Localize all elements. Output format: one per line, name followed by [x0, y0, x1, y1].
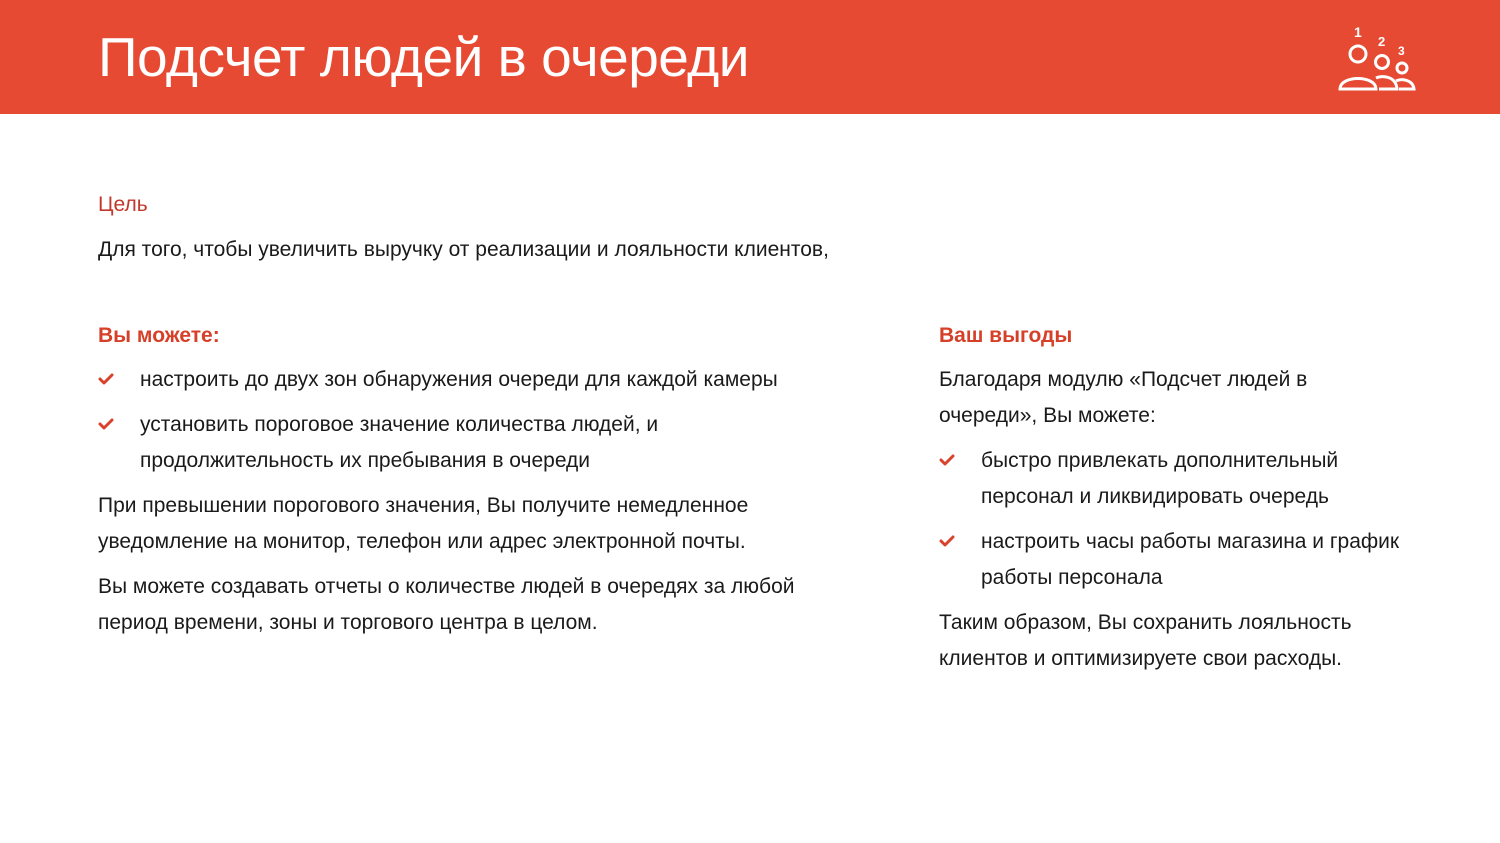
page-title: Подсчет людей в очереди	[98, 26, 749, 88]
checkmark-icon	[939, 453, 955, 467]
title-banner	[0, 0, 1500, 114]
capabilities-column	[98, 322, 838, 650]
benefits-intro: Благодаря модулю «Подсчет людей в очереди», Вы можете:	[939, 368, 1308, 427]
reports-paragraph: Вы можете создавать отчеты о количестве людей в очередях за любой период времени, зоны и торгового центра в целом.	[98, 575, 795, 634]
notification-paragraph: При превышении порогового значения, Вы получите немедленное уведомление на монитор, телефон или адрес электронной почты.	[98, 494, 749, 553]
checkmark-icon	[939, 534, 955, 548]
benefits-heading: Ваш выгоды	[939, 324, 1073, 347]
capabilities-heading: Вы можете:	[98, 324, 220, 347]
benefit-item	[939, 443, 1409, 515]
checkmark-icon	[98, 372, 114, 386]
goal-text: Для того, чтобы увеличить выручку от реализации и лояльности клиентов,	[98, 238, 829, 261]
svg-text:3: 3	[1398, 44, 1405, 58]
capability-item	[98, 362, 838, 398]
benefits-conclusion: Таким образом, Вы сохранить лояльность клиентов и оптимизируете свои расходы.	[939, 611, 1352, 670]
benefit-text: быстро привлекать дополнительный персонал и ликвидировать очередь	[981, 449, 1339, 508]
checkmark-icon	[98, 417, 114, 431]
svg-text:2: 2	[1378, 34, 1386, 49]
people-queue-icon	[1330, 20, 1425, 95]
capability-text: установить пороговое значение количества людей, и продолжительность их пребывания в очереди	[140, 413, 659, 472]
svg-text:1: 1	[1354, 24, 1362, 40]
benefits-column	[939, 322, 1409, 686]
benefit-text: настроить часы работы магазина и график работы персонала	[981, 530, 1400, 589]
benefit-item	[939, 524, 1409, 596]
capability-item	[98, 407, 838, 479]
goal-label: Цель	[98, 193, 148, 216]
capability-text: настроить до двух зон обнаружения очереди для каждой камеры	[140, 368, 778, 391]
